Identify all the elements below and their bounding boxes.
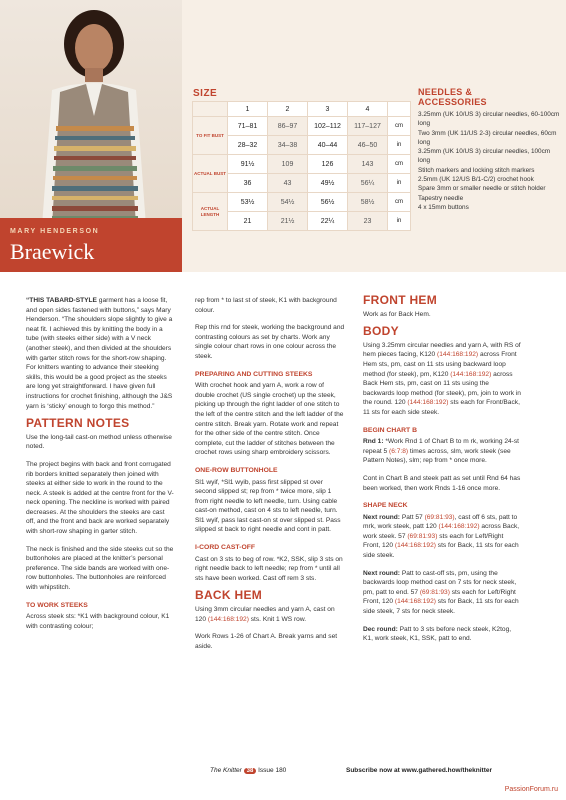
table-cell: 91½ [228, 155, 268, 174]
table-cell: 36 [228, 174, 268, 193]
table-cell: 86–97 [268, 117, 308, 136]
unit-cell: cm [388, 155, 411, 174]
size-table [192, 101, 411, 231]
size-col-header: 1 [228, 102, 268, 117]
size-heading: SIZE [193, 88, 218, 99]
size-col-header: 2 [268, 102, 308, 117]
unit-cell: cm [388, 193, 411, 212]
steeks-heading: TO WORK STEEKS [26, 601, 88, 609]
table-cell: 23 [348, 212, 388, 231]
column-3 [363, 293, 521, 652]
row-label: ACTUAL LENGTH [193, 193, 228, 231]
unit-cell: in [388, 136, 411, 155]
paragraph: Use the long-tail cast-on method unless otherwise noted. [26, 433, 172, 451]
paragraph: Dec round: Patt to 3 sts before neck steek, K2tog, K1, work steek, K1, SSK, patt to end. [363, 625, 512, 643]
back-hem-heading: BACK HEM [195, 588, 263, 603]
paragraph: Work Rows 1-26 of Chart A. Break yarns and set aside. [195, 633, 338, 650]
body-heading: BODY [363, 324, 399, 339]
table-cell: 126 [308, 155, 348, 174]
designer-name: MARY HENDERSON [10, 228, 100, 235]
list-item: Spare 3mm or smaller needle or stitch holder [418, 185, 546, 193]
column-2 [195, 296, 345, 659]
intro-paragraph: “THIS TABARD-STYLE garment has a loose fit, and open sides fastened with buttons,” says Mary Henderson. “The shoulders slope slightly to give a neat fit. I achieved this by knitting the body in a tube (with steeks either side) with a V neck (another steek), and then divided at the shoulders with garter stitch rows for the short-row shaping. For knitters wanting to advance their steeking skills, this would be a good project as the steeks are long yet straightforward. I have given full instructions for crochet finishing, although the J&S yarn is ‘sticky’ enough to forgo this method.” [26, 297, 173, 410]
subscribe-link[interactable]: www.gathered.how/theknitter [401, 767, 493, 774]
list-item: Tapestry needle [418, 194, 464, 202]
row-label: ACTUAL BUST [193, 155, 228, 193]
table-cell: 53½ [228, 193, 268, 212]
paragraph: With crochet hook and yarn A, work a row of double crochet (US single crochet) up the steek, picking up through the right ladder of one stitch to the left of the centre stitch and the left ladder of the centre stitch. Break yarn. Rotate work and repeat for the other side of the centre stitch. Once complete, cut the ladder of stitches between the crochet rows using sharp embroidery scissors. [195, 382, 344, 457]
paragraph: Cont in Chart B and steek patt as set until Rnd 64 has been worked, then work Rnds 1-16 once more. [363, 474, 521, 492]
watermark: PassionForum.ru [504, 786, 558, 793]
paragraph: Next round: Patt 57 (69:81:93), cast off 6 sts, patt to mrk, work steek, patt 120 (144:168:192) across Back, work steek. 57 (69:81:93) sts each for Left/Right Front, 120 (144:168:192) sts for Back, 11 sts for each side steek. [363, 513, 520, 560]
table-cell: 22¼ [308, 212, 348, 231]
table-cell: 49½ [308, 174, 348, 193]
subscribe-line: Subscribe now at www.gathered.how/theknitter [346, 767, 493, 774]
needles-heading: NEEDLES & ACCESSORIES [418, 87, 487, 107]
table-cell: 21 [228, 212, 268, 231]
table-cell: 54½ [268, 193, 308, 212]
list-item: 3.25mm (UK 10/US 3) circular needles, 100cm long [418, 148, 551, 165]
table-cell: 56¼ [348, 174, 388, 193]
page-number: 38 [244, 768, 257, 774]
paragraph: Rep this rnd for steek, working the background and contrasting colours as set by charts. Work any single colour chart rows in one colour across the steek. [195, 324, 345, 360]
table-cell: 58½ [348, 193, 388, 212]
unit-cell: in [388, 212, 411, 231]
front-hem-heading: FRONT HEM [363, 293, 438, 307]
pattern-notes-heading: PATTERN NOTES [26, 416, 130, 431]
table-cell: 40–44 [308, 136, 348, 155]
paragraph: Using 3.25mm circular needles and yarn A, with RS of hem pieces facing, K120 (144:168:192) across Front Hem sts, pm, cast on 11 sts using backward loop method (for steek), pm, K120 (144:168:192) across Back Hem sts, pm, cast on 11 sts using the backwards loop method (for steek), pm, join to work in the round. 120 (144:168:192) sts each for Front/Back, 11 sts for each side steek. [363, 341, 521, 416]
pattern-title: Braewick [10, 239, 95, 264]
table-cell: 56½ [308, 193, 348, 212]
size-col-header: 3 [308, 102, 348, 117]
paragraph: Rnd 1: *Work Rnd 1 of Chart B to m rk, working 24-st repeat 5 (6:7:8) times across, slm, work steek (see Pattern Notes), slm; rep from * once more. [363, 438, 519, 465]
table-cell: 43 [268, 174, 308, 193]
shape-neck-heading: SHAPE NECK [363, 502, 408, 510]
model-photo [0, 0, 182, 272]
issue-number: Issue 180 [258, 767, 287, 774]
paragraph: Using 3mm circular needles and yarn A, cast on 120 (144:168:192) sts. Knit 1 WS row. [195, 606, 335, 623]
paragraph: Sl1 wyif, *Sl1 wyib, pass first slipped st over second slipped st; rep from * twice more, slip 1 from right needle to left needle, turn. Using cable cast-on method, cast on 4 sts to left needle, turn. Sl1 wyif, pass last cast-on st over slipped st. Pass slipped st back to right needle and cont in patt. [195, 478, 341, 534]
needles-list [418, 110, 560, 212]
paragraph: Next round: Patt to cast-off sts, pm, using the backwards loop method cast on 7 sts for neck steek, pm, patt to end. 57 (69:81:93) sts each for Left/Right Front, 120 (144:168:192) sts for Back, 11 sts for each side steek, 7 sts for neck steek. [363, 569, 519, 616]
table-cell: 109 [268, 155, 308, 174]
list-item: 2.5mm (UK 12/US B/1-C/2) crochet hook [418, 176, 534, 184]
table-cell: 71–81 [228, 117, 268, 136]
page-footer [210, 767, 286, 774]
paragraph: Work as for Back Hem. [363, 310, 431, 318]
paragraph: The neck is finished and the side steeks cut so the buttonholes are placed at the knitter’s personal preference. The side bands are worked with one-row buttonholes. The buttonholes are reinforced with whipstitch. [26, 545, 174, 592]
buttonhole-heading: ONE-ROW BUTTONHOLE [195, 466, 278, 474]
list-item: Two 3mm (UK 11/US 2-3) circular needles, 60cm long [418, 129, 557, 146]
table-cell: 143 [348, 155, 388, 174]
paragraph: Across steek sts: *K1 with background colour, K1 with contrasting colour; [26, 613, 170, 630]
unit-cell: cm [388, 117, 411, 136]
paragraph: rep from * to last st of steek, K1 with background colour. [195, 297, 337, 314]
prep-steeks-heading: PREPARING AND CUTTING STEEKS [195, 370, 313, 378]
table-cell: 46–50 [348, 136, 388, 155]
table-cell: 28–32 [228, 136, 268, 155]
table-cell: 34–38 [268, 136, 308, 155]
table-cell: 117–127 [348, 117, 388, 136]
list-item: 4 x 15mm buttons [418, 203, 469, 211]
table-cell: 21½ [268, 212, 308, 231]
row-label: TO FIT BUST [193, 117, 228, 155]
size-col-header: 4 [348, 102, 388, 117]
chart-b-heading: BEGIN CHART B [363, 426, 417, 434]
magazine-name: The Knitter [210, 767, 242, 774]
icord-heading: I-CORD CAST-OFF [195, 544, 256, 552]
list-item: Stitch markers and locking stitch markers [418, 166, 535, 174]
unit-cell: in [388, 174, 411, 193]
hero-section [0, 0, 566, 275]
list-item: 3.25mm (UK 10/US 3) circular needles, 60-100cm long [418, 111, 560, 128]
column-1 [26, 296, 175, 639]
paragraph: The project begins with back and front corrugated rib borders knitted separately then joined with steeks at either side to work in the round to the neck. A steek is added at the centre front for the V-neck opening. The neckline is worked with paired decreases. At the shoulders the steeks are cast off, and the front and back are worked separately with short-row shaping in garter stitch. [26, 460, 174, 536]
table-cell: 102–112 [308, 117, 348, 136]
knitted-tabard-illustration [22, 6, 162, 226]
paragraph: Cast on 3 sts to beg of row. *K2, SSK, slip 3 sts on right needle back to left needle; rep from * until all sts have been worked. Cast off rem 3 sts. [195, 555, 343, 582]
